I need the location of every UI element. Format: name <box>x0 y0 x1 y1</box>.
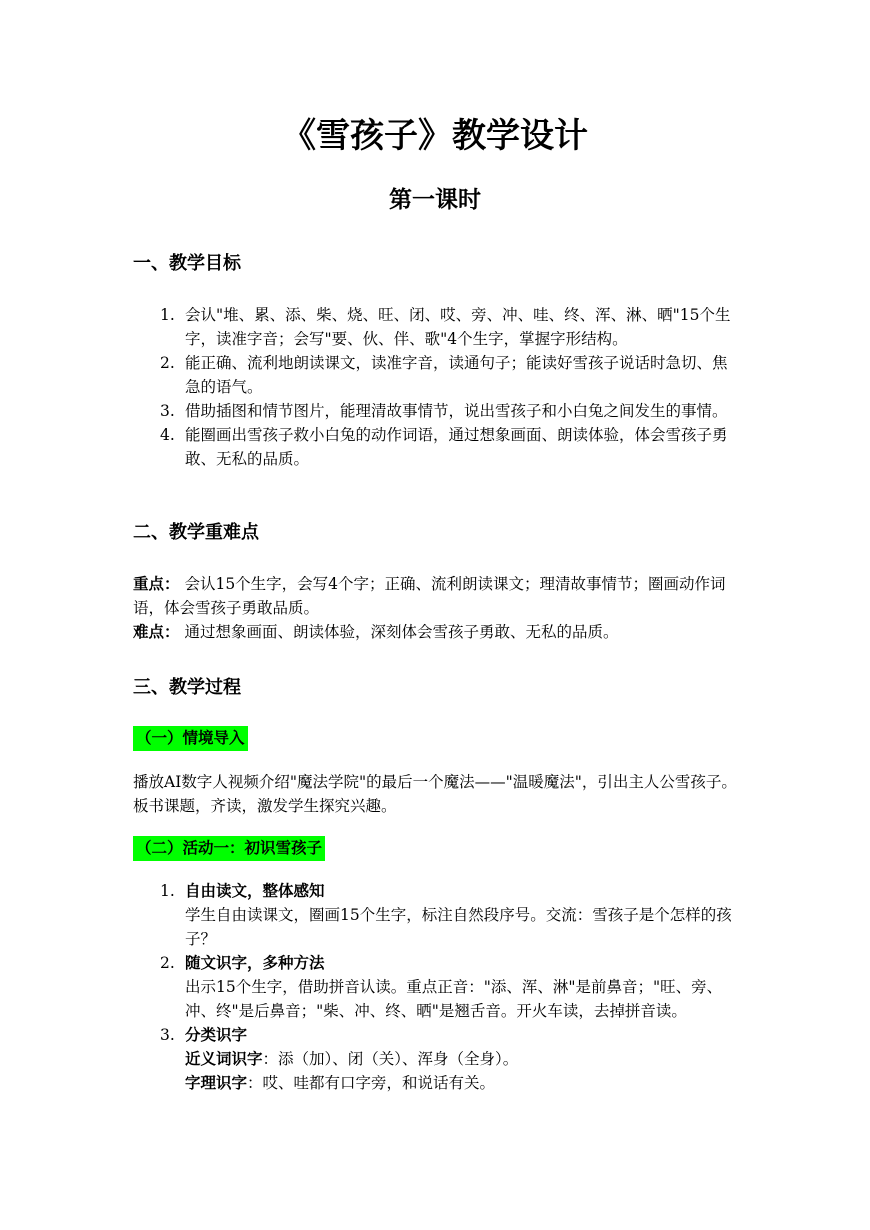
step-title: 自由读文，整体感知 <box>185 882 325 900</box>
part2-label: （二）活动一：初识雪孩子 <box>133 836 325 861</box>
list-number: 3. <box>160 1026 175 1044</box>
list-number: 3. <box>160 402 175 420</box>
list-item-text: 借助插图和情节图片，能理清故事情节，说出雪孩子和小白兔之间发生的事情。 <box>185 402 728 420</box>
list-item <box>133 423 738 471</box>
list-number: 4. <box>160 426 175 444</box>
difficulty-label: 难点： <box>133 623 180 641</box>
step-title: 随文识字，多种方法 <box>185 954 325 972</box>
step-subitem <box>185 1047 738 1071</box>
list-number: 2. <box>160 954 175 972</box>
focus-text: 会认15个生字，会写4个字；正确、流利朗读课文；理清故事情节；圈画动作词语，体会雪孩子勇敢品质。 <box>133 575 726 617</box>
step-title: 分类识字 <box>185 1026 248 1044</box>
list-number: 2. <box>160 354 175 372</box>
goals-list <box>133 303 738 471</box>
keypoints-block <box>133 572 738 644</box>
activity-steps-list <box>133 879 738 1095</box>
section-heading-keypoints: 二、教学重难点 <box>133 522 259 543</box>
step-sublabel: 字理识字 <box>185 1074 248 1092</box>
section-heading-goals: 一、教学目标 <box>133 253 241 274</box>
difficulty-text: 通过想象画面、朗读体验，深刻体会雪孩子勇敢、无私的品质。 <box>184 623 619 641</box>
step-subitem <box>185 1071 738 1095</box>
list-item <box>133 351 738 399</box>
focus-label: 重点： <box>133 575 180 593</box>
document-subtitle: 第一课时 <box>389 187 481 213</box>
difficulty-paragraph <box>133 620 738 644</box>
section-heading-process: 三、教学过程 <box>133 677 241 698</box>
list-item-text: 能正确、流利地朗读课文，读准字音，读通句子；能读好雪孩子说话时急切、焦急的语气。 <box>185 354 728 396</box>
list-item <box>133 879 738 951</box>
focus-paragraph <box>133 572 738 620</box>
list-item-text: 会认"堆、累、添、柴、烧、旺、闭、哎、旁、冲、哇、终、浑、淋、晒"15个生字，读准字音；会写"要、伙、伴、歌"4个生字，掌握字形结构。 <box>185 306 731 348</box>
document-title: 《雪孩子》教学设计 <box>282 116 588 156</box>
list-item-text: 能圈画出雪孩子救小白兔的动作词语，通过想象画面、朗读体验，体会雪孩子勇敢、无私的品质。 <box>185 426 728 468</box>
step-subtext: ：添（加）、闭（关）、浑身（全身）。 <box>262 1050 519 1068</box>
list-number: 1. <box>160 306 175 324</box>
step-text: 学生自由读课文，圈画15个生字，标注自然段序号。交流：雪孩子是个怎样的孩子？ <box>185 906 732 948</box>
list-item <box>133 399 738 423</box>
list-number: 1. <box>160 882 175 900</box>
step-subtext: ：哎、哇都有口字旁，和说话有关。 <box>247 1074 496 1092</box>
step-sublabel: 近义词识字 <box>185 1050 263 1068</box>
step-text: 出示15个生字，借助拼音认读。重点正音："添、浑、淋"是前鼻音；"旺、旁、冲、终"是后鼻音；"柴、冲、终、晒"是翘舌音。开火车读，去掉拼音读。 <box>185 978 723 1020</box>
list-item <box>133 1023 738 1095</box>
part1-label: （一）情境导入 <box>133 726 248 751</box>
part1-text: 播放AI数字人视频介绍"魔法学院"的最后一个魔法——"温暖魔法"，引出主人公雪孩子。板书课题，齐读，激发学生探究兴趣。 <box>133 773 737 815</box>
list-item <box>133 303 738 351</box>
list-item <box>133 951 738 1023</box>
